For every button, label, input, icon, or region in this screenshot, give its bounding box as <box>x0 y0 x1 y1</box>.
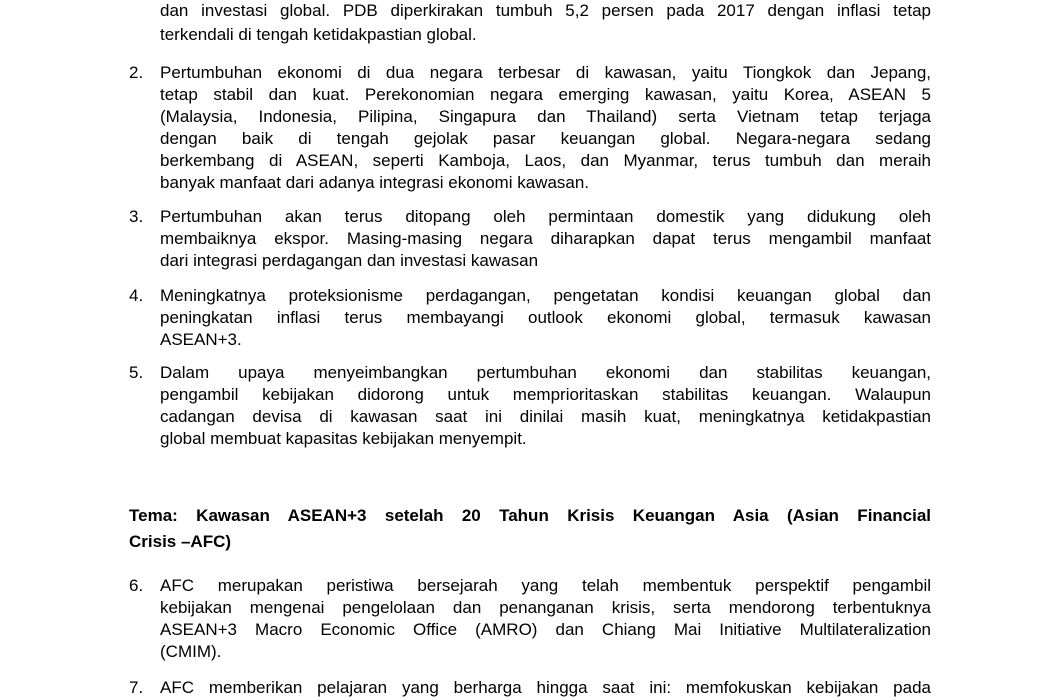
item-number: 3. <box>129 207 144 226</box>
item-2-line-5: berkembang di ASEAN, seperti Kamboja, Laos, dan Myanmar, terus tumbuh dan meraih <box>160 151 931 170</box>
item-3-line-1: Pertumbuhan akan terus ditopang oleh permintaan domestik yang didukung oleh <box>160 207 931 226</box>
section-heading-line-2: Crisis –AFC) <box>129 532 232 551</box>
item-3-line-3: dari integrasi perdagangan dan investasi kawasan <box>160 251 539 270</box>
item-6-line-4: (CMIM). <box>160 642 222 661</box>
item-5-line-3: cadangan devisa di kawasan saat ini dinilai masih kuat, meningkatnya ketidakpastian <box>160 407 931 426</box>
item-2-line-3: (Malaysia, Indonesia, Pilipina, Singapura dan Thailand) serta Vietnam tetap terjaga <box>160 107 931 126</box>
item-2-line-6: banyak manfaat dari adanya integrasi ekonomi kawasan. <box>160 173 590 192</box>
item-3-line-2: membaiknya ekspor. Masing-masing negara diharapkan dapat terus mengambil manfaat <box>160 229 931 248</box>
item-2-line-1: Pertumbuhan ekonomi di dua negara terbesar di kawasan, yaitu Tiongkok dan Jepang, <box>160 63 931 82</box>
item-number: 4. <box>129 286 144 305</box>
item-5-line-1: Dalam upaya menyeimbangkan pertumbuhan ekonomi dan stabilitas keuangan, <box>160 363 931 382</box>
item-6-line-2: kebijakan mengenai pengelolaan dan penanganan krisis, serta mendorong terbentuknya <box>160 598 931 617</box>
intro-line-1: dan investasi global. PDB diperkirakan tumbuh 5,2 persen pada 2017 dengan inflasi tetap <box>160 1 931 20</box>
intro-line-2: terkendali di tengah ketidakpastian global. <box>160 25 477 44</box>
item-4-line-1: Meningkatnya proteksionisme perdagangan, pengetatan kondisi keuangan global dan <box>160 286 931 305</box>
item-number: 2. <box>129 63 144 82</box>
item-4-line-2: peningkatan inflasi terus membayangi outlook ekonomi global, termasuk kawasan <box>160 308 931 327</box>
item-6-line-3: ASEAN+3 Macro Economic Office (AMRO) dan Chiang Mai Initiative Multilateralization <box>160 620 931 639</box>
item-6-line-1: AFC merupakan peristiwa bersejarah yang telah membentuk perspektif pengambil <box>160 576 931 595</box>
item-7-line-1: AFC memberikan pelajaran yang berharga hingga saat ini: memfokuskan kebijakan pada <box>160 678 931 697</box>
item-4-line-3: ASEAN+3. <box>160 330 242 349</box>
item-number: 5. <box>129 363 144 382</box>
item-2-line-4: dengan baik di tengah gejolak pasar keuangan global. Negara-negara sedang <box>160 129 931 148</box>
item-number: 7. <box>129 678 144 697</box>
item-5-line-4: global membuat kapasitas kebijakan menyempit. <box>160 429 527 448</box>
section-heading-line-1: Tema: Kawasan ASEAN+3 setelah 20 Tahun Krisis Keuangan Asia (Asian Financial <box>129 506 931 525</box>
section-heading <box>129 503 931 555</box>
item-5-line-2: pengambil kebijakan didorong untuk memprioritaskan stabilitas keuangan. Walaupun <box>160 385 931 404</box>
item-number: 6. <box>129 576 144 595</box>
item-2-line-2: tetap stabil dan kuat. Perekonomian negara emerging kawasan, yaitu Korea, ASEAN 5 <box>160 85 931 104</box>
